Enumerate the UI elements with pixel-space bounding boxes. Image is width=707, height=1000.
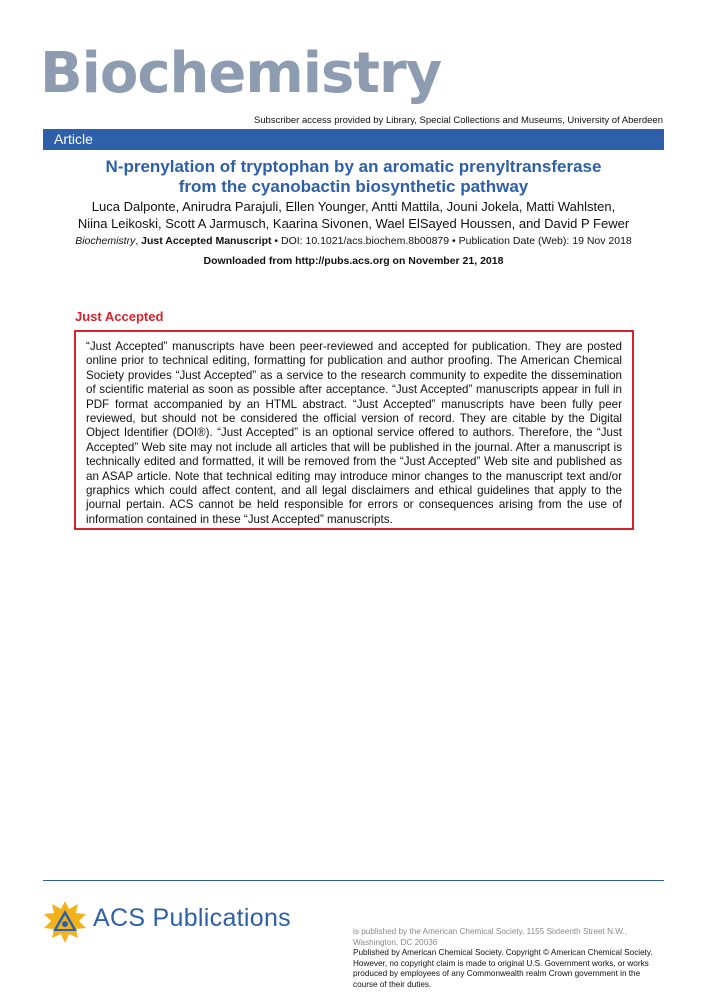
acs-logo-icon <box>42 900 88 944</box>
citation-line <box>43 235 664 247</box>
just-accepted-box <box>74 330 634 530</box>
just-accepted-heading: Just Accepted <box>75 309 164 324</box>
acs-publications-brand: ACS Publications <box>93 904 291 932</box>
article-title <box>43 157 664 197</box>
download-note: Downloaded from http://pubs.acs.org on November 21, 2018 <box>203 255 504 267</box>
authors-line-2: Niina Leikoski, Scott A Jarmusch, Kaarina Sivonen, Wael ElSayed Houssen, and David P Fewer <box>77 215 630 231</box>
citation-doi-date: • DOI: 10.1021/acs.biochem.8b00879 • Publication Date (Web): 19 Nov 2018 <box>271 235 632 247</box>
footer-divider <box>43 880 664 881</box>
authors-line-1: Luca Dalponte, Anirudra Parajuli, Ellen Younger, Antti Mattila, Jouni Jokela, Matti Wahlsten, <box>91 199 616 214</box>
section-label: Article <box>54 131 93 147</box>
title-line-2: from the cyanobactin biosynthetic pathway <box>178 177 529 196</box>
author-list <box>43 199 664 232</box>
citation-separator: , <box>135 235 142 247</box>
publisher-info <box>353 927 663 990</box>
copyright-notice: Published by American Chemical Society. Copyright © American Chemical Society. However, no copyright claim is made to original U.S. Government works, or works produced by employees of any Commonwealth realm Crown government in the course of their duties. <box>353 948 653 989</box>
section-bar <box>43 129 664 150</box>
citation-journal: Biochemistry <box>75 235 136 247</box>
journal-masthead <box>40 38 460 110</box>
subscriber-access-note: Subscriber access provided by Library, Special Collections and Museums, University of Aberdeen <box>253 115 663 126</box>
just-accepted-notice: “Just Accepted” manuscripts have been peer-reviewed and accepted for publication. They are posted online prior to technical editing, formatting for publication and author proofing. The American Chemical Society provides “Just Accepted” as a service to the research community to expedite the dissemination of scientific material as soon as possible after acceptance. “Just Accepted” manuscripts appear in full in PDF format accompanied by an HTML abstract. “Just Accepted” manuscripts have been fully peer reviewed, but should not be considered the official version of record. They are citable by the Digital Object Identifier (DOI®). “Just Accepted” is an optional service offered to authors. Therefore, the “Just Accepted” Web site may not include all articles that will be published in the journal. After a manuscript is technically edited and formatted, it will be removed from the “Just Accepted” Web site and published as an ASAP article. Note that technical editing may introduce minor changes to the manuscript text and/or graphics which could affect content, and all legal disclaimers and ethical guidelines that apply to the journal pertain. ACS cannot be held responsible for errors or consequences arising from the use of information contained in these “Just Accepted” manuscripts. <box>86 340 622 526</box>
citation-status: Just Accepted Manuscript <box>141 235 272 247</box>
publisher-address: is published by the American Chemical Society. 1155 Sixteenth Street N.W., Washington, DC 20036 <box>353 927 628 947</box>
title-line-1: N-prenylation of tryptophan by an aromatic prenyltransferase <box>105 157 602 176</box>
journal-name: Biochemistry <box>40 41 442 106</box>
